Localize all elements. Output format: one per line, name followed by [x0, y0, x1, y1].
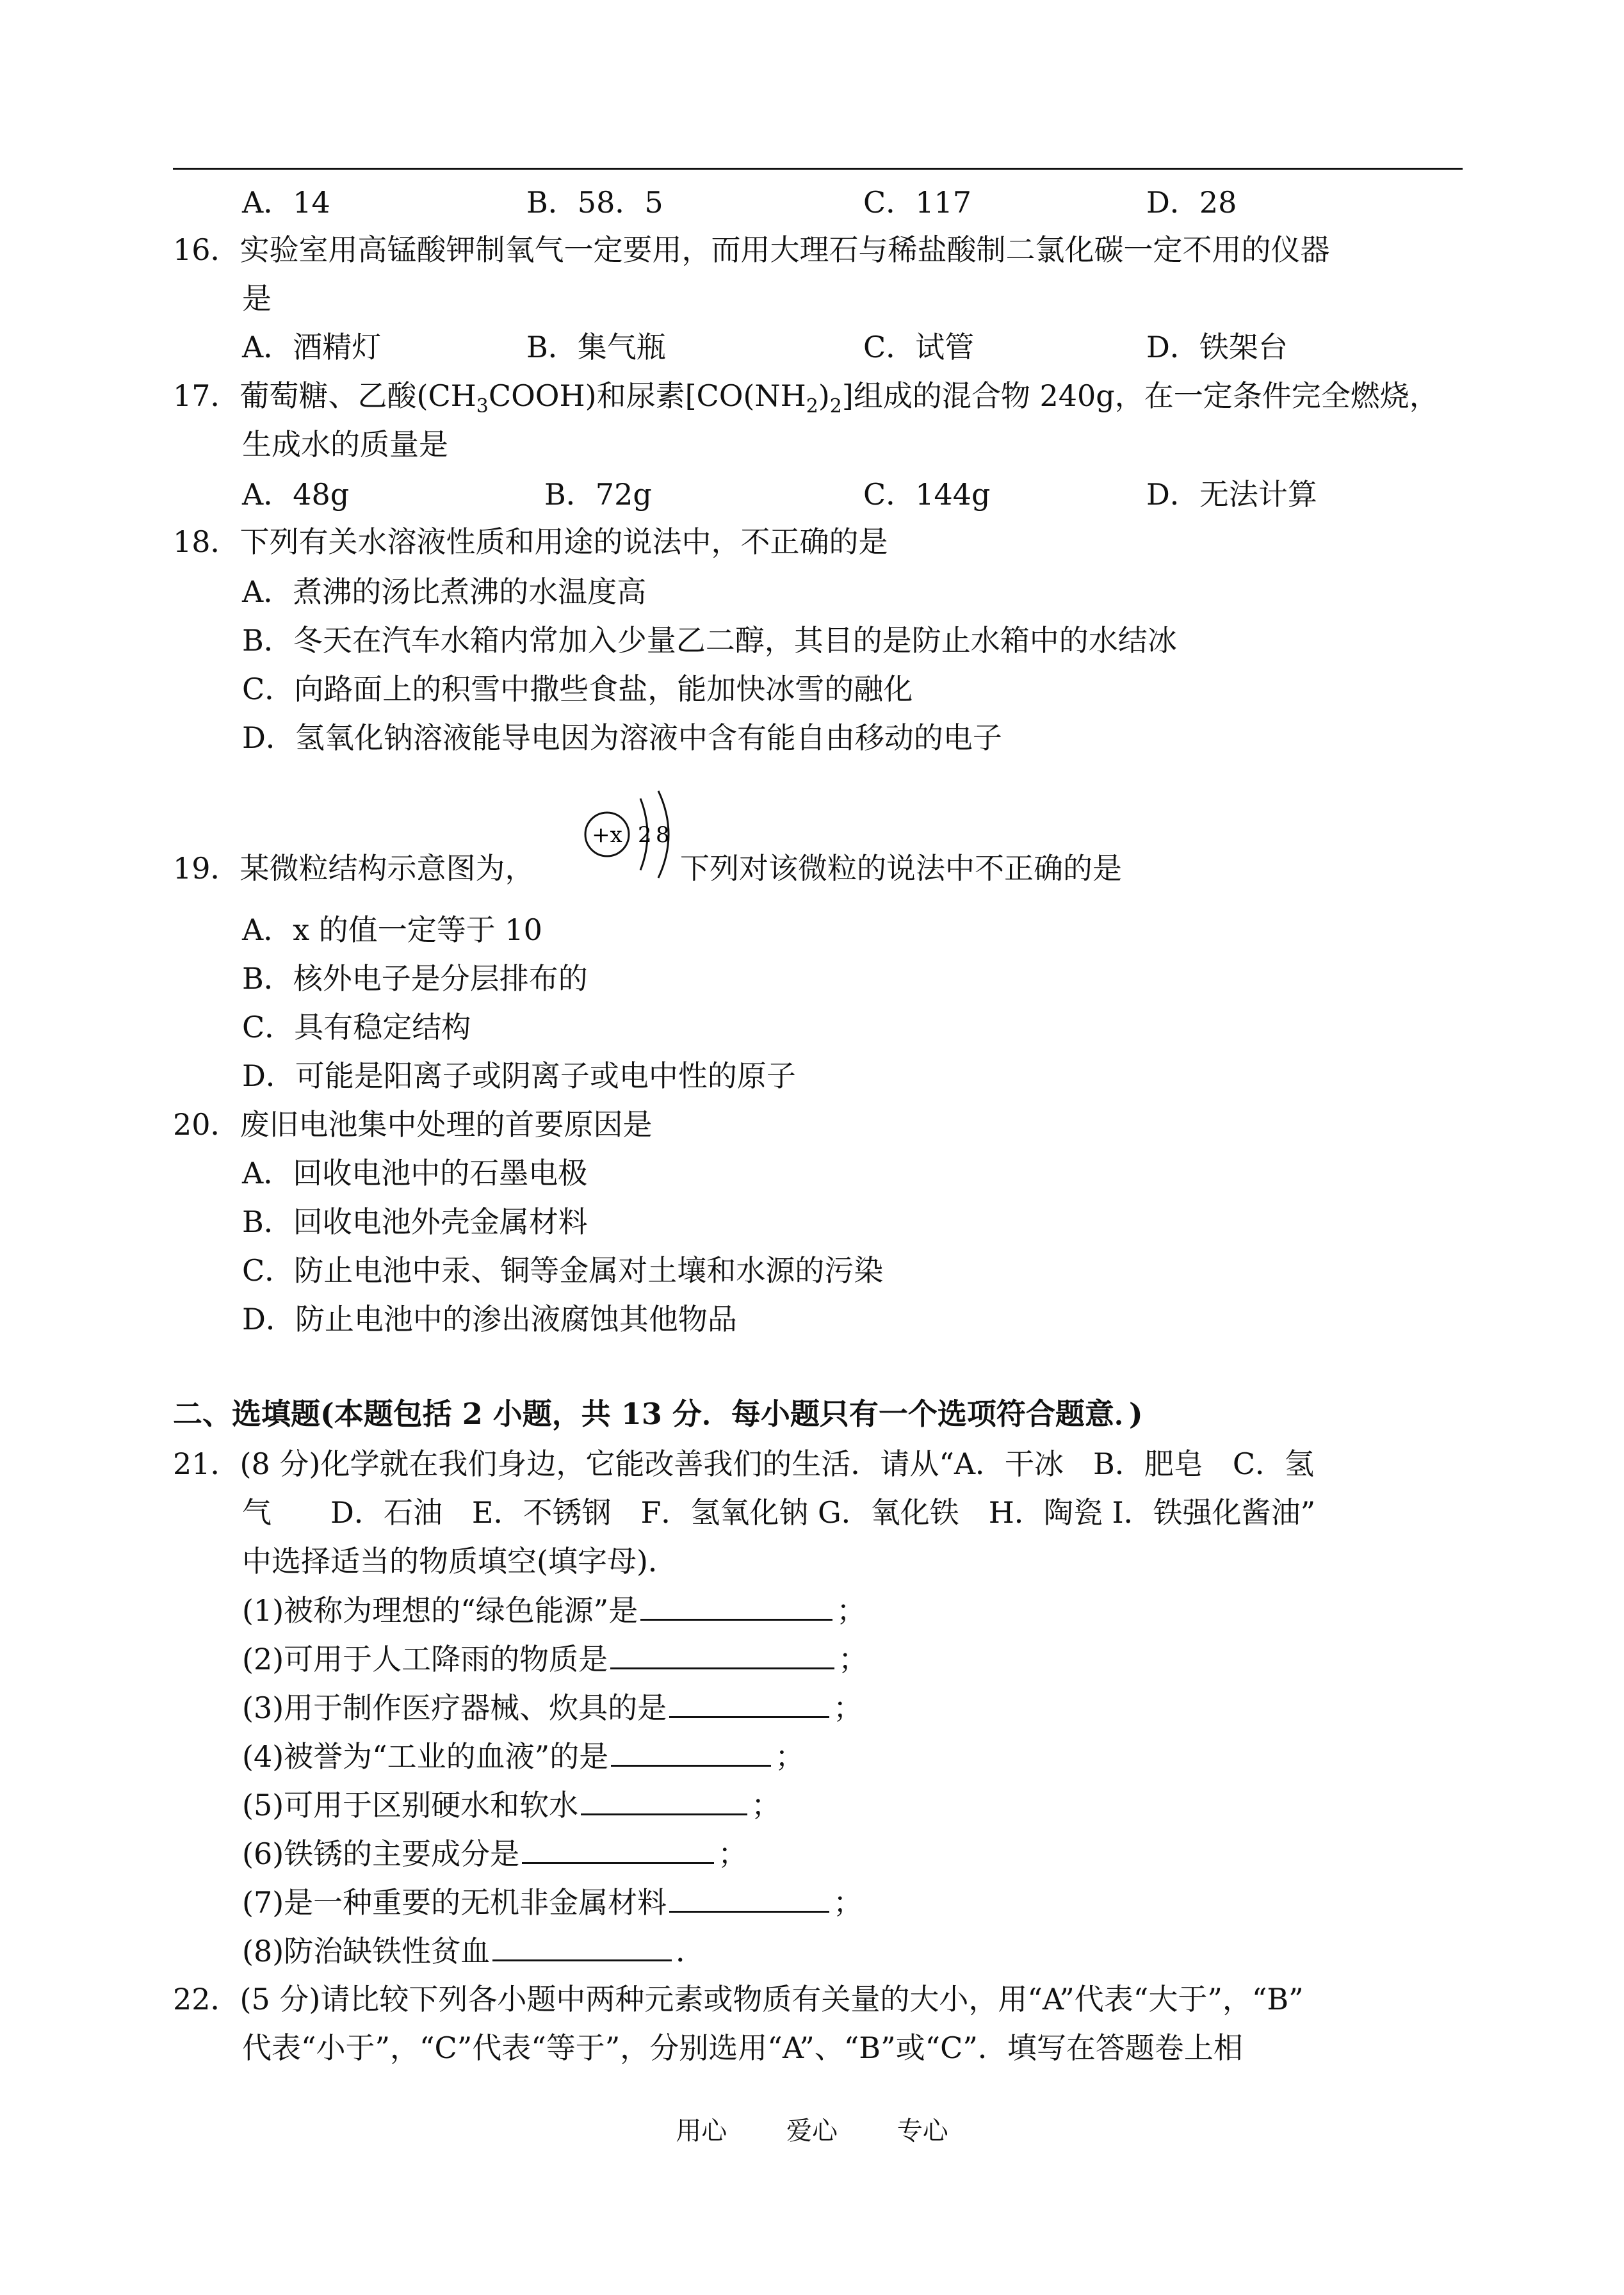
q19-option-b: B．核外电子是分层排布的: [242, 961, 588, 996]
q19-option-a: A．x 的值一定等于 10: [242, 912, 542, 947]
q17-option-a: A．48g: [242, 477, 350, 512]
q15-option-b: B．58．5: [526, 185, 663, 220]
q21-item: (6)铁锈的主要成分是 ；: [242, 1834, 747, 1873]
answer-blank[interactable]: [669, 1688, 829, 1718]
q19-option-d: D．可能是阳离子或阴离子或电中性的原子: [242, 1058, 796, 1093]
shell2-electrons: 8: [656, 822, 670, 848]
answer-blank[interactable]: [611, 1737, 771, 1767]
atomic-structure-diagram: [576, 784, 692, 887]
q18-option-d: D．氢氧化钠溶液能导电因为溶液中含有能自由移动的电子: [242, 720, 1002, 755]
q21-item: (7)是一种重要的无机非金属材料 ；: [242, 1883, 863, 1922]
footer-item: 专心: [897, 2116, 948, 2146]
q15-option-d: D．28: [1146, 185, 1237, 220]
answer-blank[interactable]: [492, 1931, 672, 1961]
page-footer: [0, 2113, 1624, 2149]
q21-line1: 21．(8 分)化学就在我们身边，它能改善我们的生活．请从“A．干冰 B．肥皂 C．氢: [173, 1447, 1315, 1481]
q20-option-c: C．防止电池中汞、铜等金属对土壤和水源的污染: [242, 1253, 884, 1288]
q21-line2: 气 D．石油 E．不锈钢 F．氢氧化钠 G．氧化铁 H．陶瓷 I．铁强化酱油”: [242, 1495, 1316, 1530]
q20-stem: 20．废旧电池集中处理的首要原因是: [173, 1107, 653, 1142]
q18-option-c: C．向路面上的积雪中撒些食盐，能加快冰雪的融化: [242, 672, 913, 706]
q15-option-c: C．117: [863, 185, 971, 220]
shell1-electrons: 2: [638, 822, 652, 848]
footer-item: 爱心: [786, 2116, 838, 2146]
answer-blank[interactable]: [610, 1639, 834, 1669]
q21-item: (8)防治缺铁性贫血 ．: [242, 1931, 705, 1970]
q21-item: (3)用于制作医疗器械、炊具的是 ；: [242, 1688, 863, 1727]
q19-stem-a: 19．某微粒结构示意图为，: [173, 851, 535, 886]
q22-line1: 22．(5 分)请比较下列各小题中两种元素或物质有关量的大小，用“A”代表“大于”，“B”: [173, 1982, 1304, 2016]
q16-stem-line2: 是: [242, 281, 272, 316]
q16-option-b: B．集气瓶: [526, 330, 666, 364]
q22-line2: 代表“小于”，“C”代表“等于”，分别选用“A”、“B”或“C”．填写在答题卷上相: [242, 2031, 1243, 2065]
header-rule: [173, 168, 1463, 170]
q21-item: (2)可用于人工降雨的物质是 ；: [242, 1639, 868, 1678]
q17-stem-line2: 生成水的质量是: [242, 427, 448, 462]
q17-option-c: C．144g: [863, 477, 991, 512]
q21-item: (5)可用于区别硬水和软水 ；: [242, 1785, 781, 1824]
q16-option-a: A．酒精灯: [242, 330, 382, 364]
answer-blank[interactable]: [640, 1591, 832, 1621]
q21-item: (1)被称为理想的“绿色能源”是 ；: [242, 1591, 866, 1630]
q17-option-d: D．无法计算: [1146, 477, 1317, 512]
q16-option-c: C．试管: [863, 330, 975, 364]
q20-option-b: B．回收电池外壳金属材料: [242, 1204, 588, 1239]
answer-blank[interactable]: [522, 1834, 714, 1864]
q20-option-a: A．回收电池中的石墨电极: [242, 1156, 588, 1190]
q18-option-b: B．冬天在汽车水箱内常加入少量乙二醇，其目的是防止水箱中的水结冰: [242, 623, 1177, 658]
q17-option-b: B．72g: [544, 477, 652, 512]
q18-option-a: A．煮沸的汤比煮沸的水温度高: [242, 574, 647, 609]
q21-line3: 中选择适当的物质填空(填字母)．: [242, 1544, 678, 1578]
q16-stem-line1: 16．实验室用高锰酸钾制氧气一定要用，而用大理石与稀盐酸制二氯化碳一定不用的仪器: [173, 232, 1330, 267]
q19-option-c: C．具有稳定结构: [242, 1010, 471, 1044]
q17-stem-line1: 17．葡萄糖、乙酸$(CH_3COOH)$和尿素$[CO(NH_2)_2]$组成的混合物 240g，在一定条件完全燃烧，: [173, 378, 1439, 418]
q16-option-d: D．铁架台: [1146, 330, 1288, 364]
q18-stem: 18．下列有关水溶液性质和用途的说法中，不正确的是: [173, 524, 888, 559]
q19-stem-b: 下列对该微粒的说法中不正确的是: [680, 851, 1122, 886]
nucleus-label: +x: [592, 822, 622, 848]
answer-blank[interactable]: [669, 1883, 829, 1913]
q15-option-a: A．14: [242, 185, 330, 220]
footer-item: 用心: [676, 2116, 727, 2146]
q21-item: (4)被誉为“工业的血液”的是 ；: [242, 1737, 804, 1776]
section2-heading: 二、选填题(本题包括 2 小题，共 13 分．每小题只有一个选项符合题意．): [173, 1397, 1143, 1431]
q20-option-d: D．防止电池中的渗出液腐蚀其他物品: [242, 1302, 737, 1336]
answer-blank[interactable]: [581, 1785, 747, 1815]
